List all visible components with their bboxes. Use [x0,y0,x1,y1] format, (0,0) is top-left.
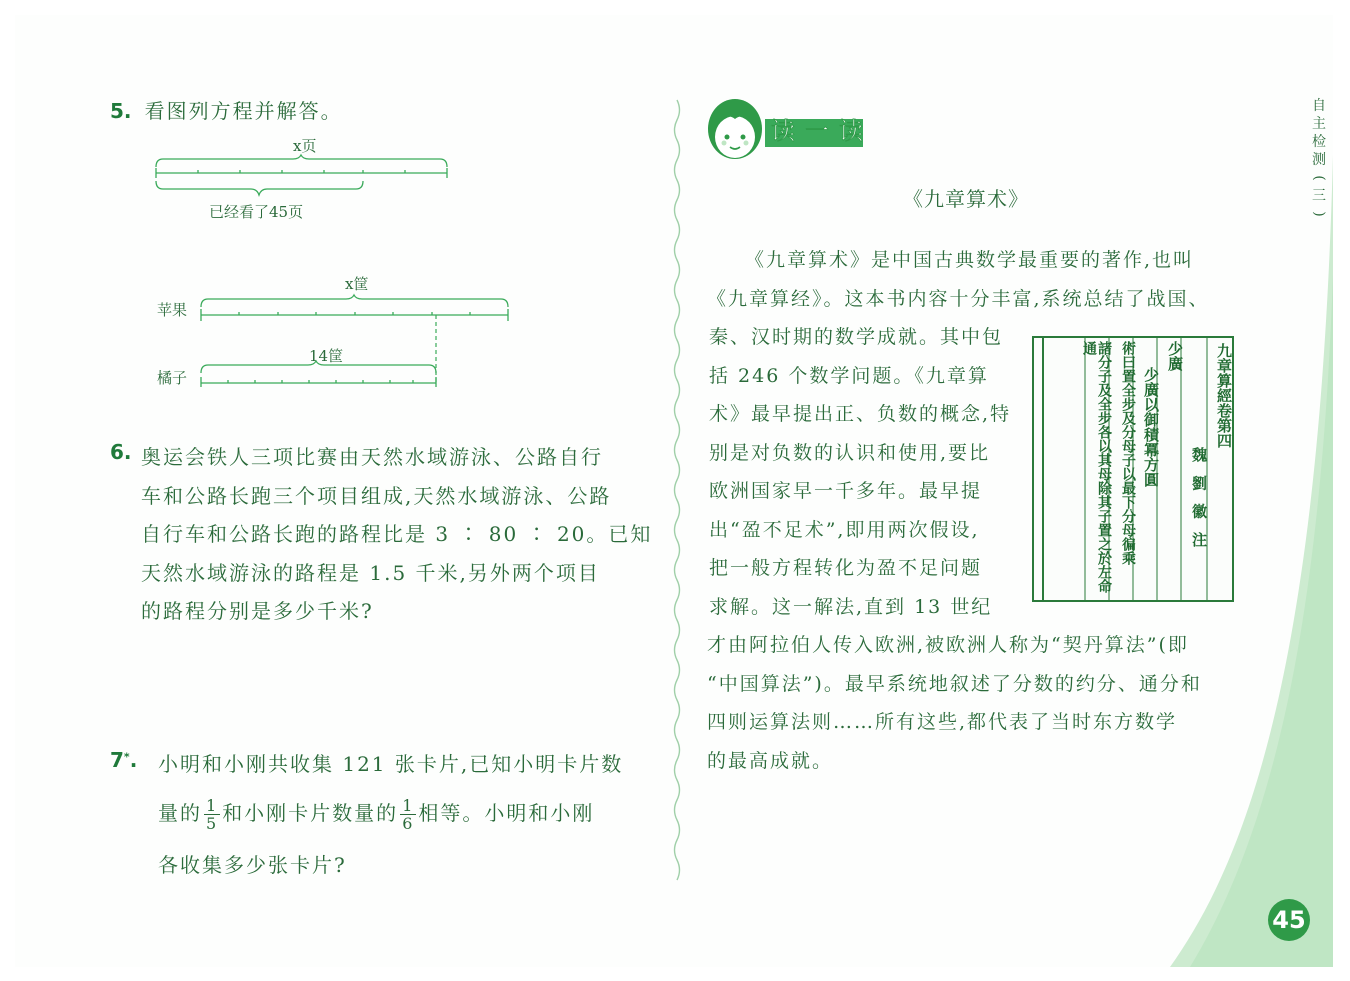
reading-paragraph-bottom [707,626,1202,780]
question-7-line3: 各收集多少张卡片? [158,853,347,877]
diagram1-top-label: x页 [293,137,317,155]
question-7-line2 [158,791,594,841]
challenge-star: * [123,750,130,764]
sidebar-char: 三 [1312,188,1326,204]
diagram2-row2-label: 橘子 [157,369,188,387]
question-7 [110,748,137,772]
question-line: 天然水域游泳的路程是 1.5 千米,另外两个项目 [141,560,600,585]
reading-line: “中国算法”)。最早系统地叙述了分数的约分、通分和 [707,672,1202,695]
question-6 [110,440,132,464]
book-column: 術曰置全步及分母子以最下分母徧乘 [1120,341,1136,565]
reading-line: 括 246 个数学问题。《九章算 [709,364,989,387]
sidebar-char: ( [1311,175,1327,181]
reading-title: 《九章算术》 [903,187,1029,211]
diagram2-segment-bars [198,295,513,387]
reading-line: 《九章算经》。这本书内容十分丰富,系统总结了战国、 [707,287,1210,310]
sidebar-char: 自 [1312,98,1326,114]
reading-line: 别是对负数的认识和使用,要比 [709,441,991,464]
reading-line: 秦、汉时期的数学成就。其中包 [709,326,1004,348]
reading-line: 的最高成就。 [707,749,834,772]
question-number: 5. [110,99,132,123]
ancient-book-page-image [1033,337,1241,605]
sidebar-char: 主 [1312,116,1326,132]
question-6-text [141,438,652,631]
question-number: 6. [110,440,132,464]
reading-line: 术》最早提出正、负数的概念,特 [709,403,1012,425]
denominator: 6 [402,814,415,833]
book-column: 諸分子及全步各以其母除其子置之於左命通 [1081,341,1112,593]
girl-avatar-icon [705,93,767,165]
question-line: 车和公路长跑三个项目组成,天然水域游泳、公路 [141,483,612,508]
question-text: 看图列方程并解答。 [144,99,343,123]
text-segment: 量的 [158,801,202,825]
question-7-line1: 小明和小刚共收集 121 张卡片,已知小明卡片数 [158,752,624,776]
question-number: 7 [110,748,124,772]
sidebar-char: ) [1311,211,1327,217]
book-column: 九章算經卷第四 [1215,343,1233,448]
sidebar-char: 测 [1312,152,1326,168]
question-number-dot: . [129,748,138,772]
reading-line: 把一般方程转化为盈不足问题 [709,557,983,579]
diagram2-middle-label: 14筐 [309,347,344,365]
diagram2-top-label: x筐 [345,275,369,293]
fraction-one-sixth [400,797,416,832]
page-number: 45 [1272,906,1306,934]
book-column: 魏 劉 徽 注 [1190,447,1208,551]
book-column: 少廣以御積冪方圓 [1142,367,1160,487]
numerator: 1 [402,796,415,815]
page-number-badge [1268,899,1310,941]
page [15,15,1333,967]
question-5 [110,95,343,124]
sidebar-char: 检 [1312,134,1326,150]
column-divider [670,100,684,880]
book-column: 少廣 [1166,341,1184,371]
reading-line: 求解。这一解法,直到 13 世纪 [709,595,993,618]
diagram2-row1-label: 苹果 [157,301,188,319]
diagram1-segment-bar [153,155,453,207]
question-line: 自行车和公路长跑的路程比是 3 ∶ 80 ∶ 20。已知 [141,522,653,546]
text-segment: 和小刚卡片数量的 [222,801,399,825]
reading-line: 《九章算术》是中国古典数学最重要的著作,也叫 [745,249,1195,271]
reading-line: 才由阿拉伯人传入欧洲,被欧洲人称为“契丹算法”(即 [707,634,1189,656]
question-line: 的路程分别是多少千米? [141,599,374,623]
reading-line: 四则运算法则……所有这些,都代表了当时东方数学 [707,711,1178,733]
reading-line: 欧洲国家早一千多年。最早提 [709,480,983,502]
text-segment: 相等。小明和小刚 [418,801,595,825]
reading-paragraph-narrow [709,318,1011,626]
reading-header: 读一读 [771,117,873,145]
denominator: 5 [206,814,219,833]
fraction-one-fifth [204,797,220,832]
question-line: 奥运会铁人三项比赛由天然水域游泳、公路自行 [141,445,603,469]
numerator: 1 [206,796,219,815]
sidebar-title [1309,97,1329,223]
reading-paragraph-top [707,241,1210,318]
reading-line: 出“盈不足术”,即用两次假设, [709,518,980,541]
diagram1-bottom-label: 已经看了45页 [209,203,304,221]
